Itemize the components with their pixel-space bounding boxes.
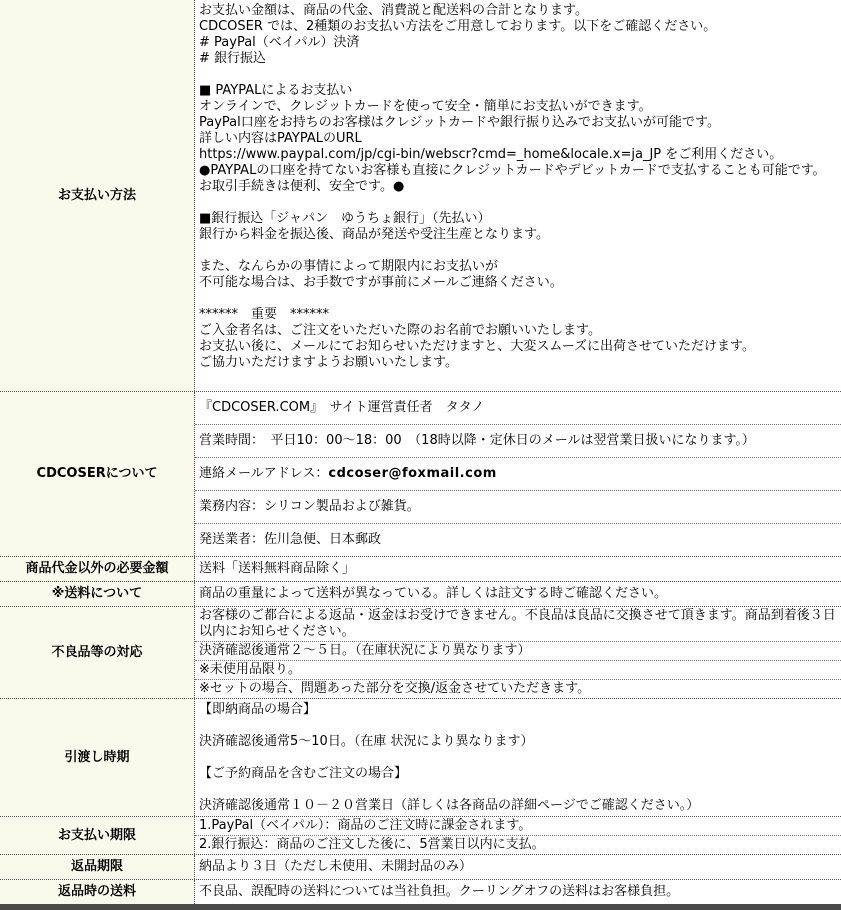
text-line: # PayPal（ベイパル）決済 xyxy=(199,35,360,50)
text-line: CDCOSER では、2種類のお支払い方法をご用意しております。以下をご確認ください。 xyxy=(199,19,717,34)
row-return-shipping-cost xyxy=(0,879,841,904)
exchange-lead-time-row: 決済確認後通常２～５日。（在庫状況により異なります） xyxy=(195,641,841,660)
return-deadline-text: 納品より３日（ただし未使用、未開封品のみ） xyxy=(199,859,473,874)
text-line: ■銀行振込「ジャパン ゆうちょ銀行」（先払い） xyxy=(199,211,491,226)
row-payment-deadline xyxy=(0,816,841,854)
row-return-deadline xyxy=(0,854,841,879)
blank-line xyxy=(195,750,841,766)
row-about-cdcoser xyxy=(0,391,841,556)
additional-fees-text: 送料「送料無料商品除く」 xyxy=(199,561,356,576)
contact-email-label: 連絡メールアドレス： xyxy=(199,466,329,481)
payment-deadline-content xyxy=(195,817,841,854)
section-header-defective-items: 不良品等の対応 xyxy=(0,607,195,698)
delivery-timing-content xyxy=(195,699,841,816)
contact-email-address: cdcoser@foxmail.com xyxy=(328,466,497,481)
about-content xyxy=(195,392,841,556)
paypal-deadline-row: 1.PayPal（ベイパル）：商品のご注文時に課金されます。 xyxy=(199,818,532,833)
row-additional-fees xyxy=(0,556,841,581)
text-line: 決済確認後通常１０－２０営業日（詳しくは各商品の詳細ページでご確認ください。） xyxy=(199,798,700,813)
text-line: 詳しい内容はPAYPALのURL xyxy=(199,131,362,146)
shipping-fee-content xyxy=(195,582,841,606)
text-line: ご協力いただけますようお願いいたします。 xyxy=(199,355,458,370)
text-line: 銀行から料金を振込後、商品が発送や受注生産となります。 xyxy=(199,227,549,242)
contact-email-row xyxy=(195,457,841,490)
text-line: また、なんらかの事情によって期限内にお支払いが xyxy=(199,259,499,274)
blank-line xyxy=(195,67,841,83)
text-line: お取引手続きは便利、安全です。● xyxy=(199,179,405,194)
section-header-payment-deadline: お支払い期限 xyxy=(0,817,195,854)
return-deadline-content xyxy=(195,855,841,879)
business-hours-row: 営業時間： 平日10：00～18：00 （18時以降・定休日のメールは翌営業日扱いになります。） xyxy=(195,424,841,457)
important-notice-heading: ****** 重要 ****** xyxy=(199,307,330,322)
return-policy-row: お客様のご都合による返品・返金はお受けできません。不良品は良品に交換させて頂きます。商品到着後３日以内にお知らせください。 xyxy=(199,608,836,639)
shipping-carrier-row: 発送業者：佐川急便、日本郵政 xyxy=(195,523,841,556)
text-line: お支払い金額は、商品の代金、消費説と配送料の合計となります。 xyxy=(199,3,588,18)
unused-only-row: ※未使用品限り。 xyxy=(195,660,841,679)
additional-fees-content xyxy=(195,557,841,581)
section-header-additional-fees: 商品代金以外の必要金額 xyxy=(0,557,195,581)
section-header-about: CDCOSERについて xyxy=(0,392,195,556)
row-delivery-timing xyxy=(0,698,841,816)
section-header-delivery-timing: 引渡し時期 xyxy=(0,699,195,816)
blank-line xyxy=(195,291,841,307)
return-shipping-content xyxy=(195,880,841,904)
text-line: オンラインで、クレジットカードを使って安全・簡単にお支払いができます。 xyxy=(199,99,652,114)
row-shipping-fee-note xyxy=(0,581,841,606)
text-line: ■ PAYPALによるお支払い xyxy=(199,83,353,98)
blank-line xyxy=(195,243,841,259)
bottom-divider-bar xyxy=(0,904,841,910)
text-line: ●PAYPALの口座を持てないお客様も直接にクレジットカードやデビットカードで支払することも可能です。 xyxy=(199,163,826,178)
paypal-url-text: https://www.paypal.com/jp/cgi-bin/webscr?cmd=_home&locale.x=ja_JP をご利用ください。 xyxy=(199,147,783,162)
site-operator-row: 『CDCOSER.COM』 サイト運営責任者 タタノ xyxy=(199,400,485,415)
section-header-return-shipping: 返品時の送料 xyxy=(0,880,195,904)
defective-items-content xyxy=(195,607,841,698)
set-exchange-row: ※セットの場合、問題あった部分を交換/返金させていただきます。 xyxy=(195,679,841,698)
blank-line xyxy=(195,782,841,798)
business-description-row: 業務内容：シリコン製品および雑貨。 xyxy=(195,490,841,523)
blank-line xyxy=(195,195,841,211)
text-line: お支払い後に、メールにてお知らせいただけますと、大変スムーズに出荷させていただけます。 xyxy=(199,339,756,354)
preorder-heading: 【ご予約商品を含むご注文の場合】 xyxy=(199,766,408,781)
text-line: PayPal口座をお持ちのお客様はクレジットカードや銀行振り込みでお支払いが可能です。 xyxy=(199,115,720,130)
section-header-shipping-fee: ※送料について xyxy=(0,582,195,606)
payment-method-content xyxy=(195,0,841,391)
text-line: 不可能な場合は、お手数ですが事前にメールご連絡ください。 xyxy=(199,275,563,290)
section-header-return-deadline: 返品期限 xyxy=(0,855,195,879)
return-shipping-text: 不良品、誤配時の送料については当社負担。クーリングオフの送料はお客様負担。 xyxy=(199,884,680,899)
section-header-payment-method: お支払い方法 xyxy=(0,0,195,391)
text-line: ご入金者名は、ご注文をいただいた際のお名前でお願いいたします。 xyxy=(199,323,601,338)
blank-line xyxy=(195,718,841,734)
row-payment-method xyxy=(0,0,841,391)
text-line: 決済確認後通常5～10日。（在庫 状況により異なります） xyxy=(199,734,534,749)
in-stock-heading: 【即納商品の場合】 xyxy=(199,702,317,717)
bank-transfer-deadline-row: 2.銀行振込：商品のご注文した後に、5営業日以内に支払。 xyxy=(195,835,841,854)
row-defective-items xyxy=(0,606,841,698)
shipping-fee-text: 商品の重量によって送料が異なっている。詳しくは註文する時ご確認ください。 xyxy=(199,586,668,601)
text-line: # 銀行振込 xyxy=(199,51,267,66)
